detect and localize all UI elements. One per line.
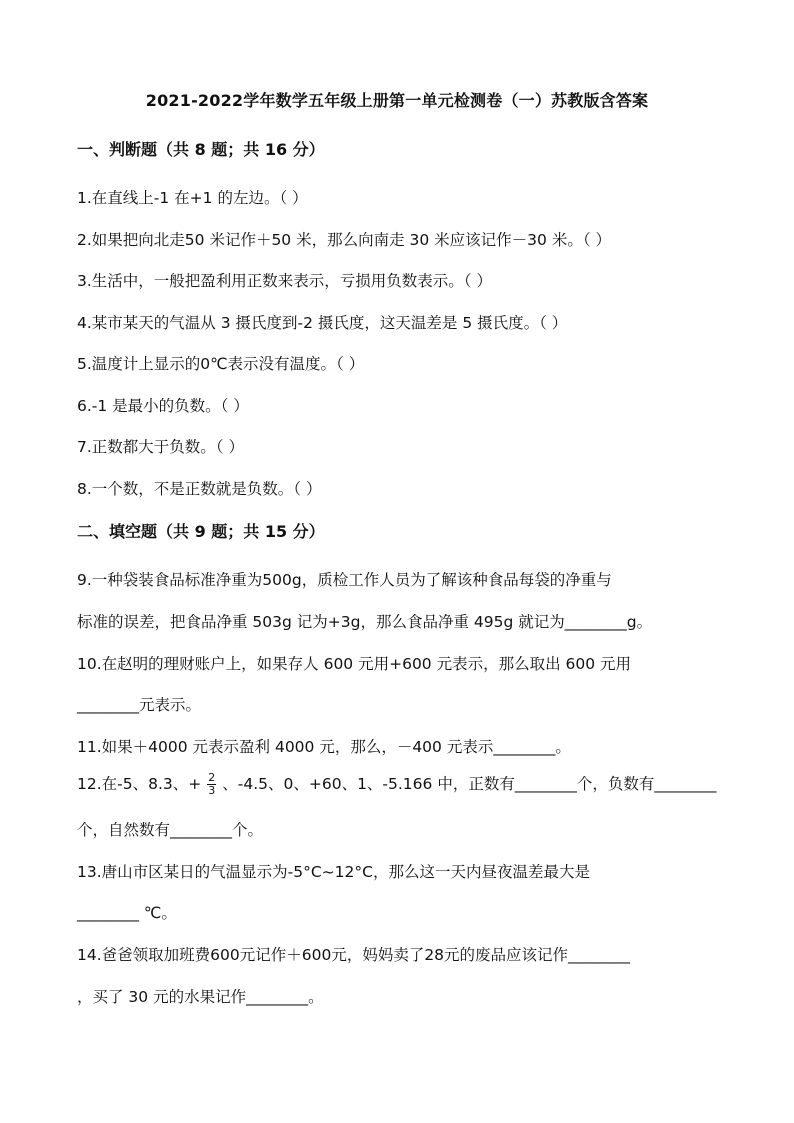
question-9-line-2: 标准的误差，把食品净重 503g 记为+3g，那么食品净重 495g 就记为________g。	[77, 613, 653, 631]
question-12-prefix: 12.在-5、8.3、+	[77, 775, 202, 793]
question-10-line-1: 10.在赵明的理财账户上，如果存人 600 元用+600 元表示，那么取出 600 元用	[77, 655, 632, 673]
question-2: 2.如果把向北走50 米记作＋50 米，那么向南走 30 米应该记作－30 米。（ ）	[77, 231, 611, 249]
section-2-heading: 二、填空题（共 9 题；共 15 分）	[77, 522, 325, 541]
question-5: 5.温度计上显示的0℃表示没有温度。（ ）	[77, 355, 365, 373]
question-10-line-2: ________元表示。	[77, 696, 202, 714]
fraction-two-thirds	[207, 772, 216, 797]
question-3: 3.生活中，一般把盈利用正数来表示，亏损用负数表示。（ ）	[77, 272, 492, 290]
fraction-numerator: 2	[208, 771, 216, 784]
question-13-line-2: ________ ℃。	[77, 904, 177, 922]
question-14-line-1: 14.爸爸领取加班费600元记作＋600元，妈妈卖了28元的废品应该记作________	[77, 946, 631, 964]
section-1-heading: 一、判断题（共 8 题；共 16 分）	[77, 140, 325, 159]
question-11: 11.如果＋4000 元表示盈利 4000 元，那么，－400 元表示________。	[77, 738, 571, 756]
question-9-line-1: 9.一种袋装食品标准净重为500g，质检工作人员为了解该种食品每袋的净重与	[77, 571, 612, 589]
document-title: 2021-2022学年数学五年级上册第一单元检测卷（一）苏教版含答案	[145, 91, 649, 110]
question-14-line-2: ，买了 30 元的水果记作________。	[77, 988, 324, 1006]
question-4: 4.某市某天的气温从 3 摄氏度到-2 摄氏度，这天温差是 5 摄氏度。（ ）	[77, 314, 568, 332]
question-12-line-2: 个，自然数有________个。	[77, 821, 264, 839]
question-13-line-1: 13.唐山市区某日的气温显示为-5°C~12°C，那么这一天内昼夜温差最大是	[77, 863, 590, 881]
question-7: 7.正数都大于负数。（ ）	[77, 438, 244, 456]
question-12-suffix: 、-4.5、0、+60、1、-5.166 中，正数有________个，负数有________	[222, 775, 717, 793]
fraction-denominator: 3	[208, 784, 216, 797]
question-1: 1.在直线上-1 在+1 的左边。（ ）	[77, 189, 308, 207]
question-6: 6.-1 是最小的负数。（ ）	[77, 397, 249, 415]
question-8: 8.一个数，不是正数就是负数。（ ）	[77, 480, 322, 498]
question-12-line-1	[77, 772, 716, 797]
